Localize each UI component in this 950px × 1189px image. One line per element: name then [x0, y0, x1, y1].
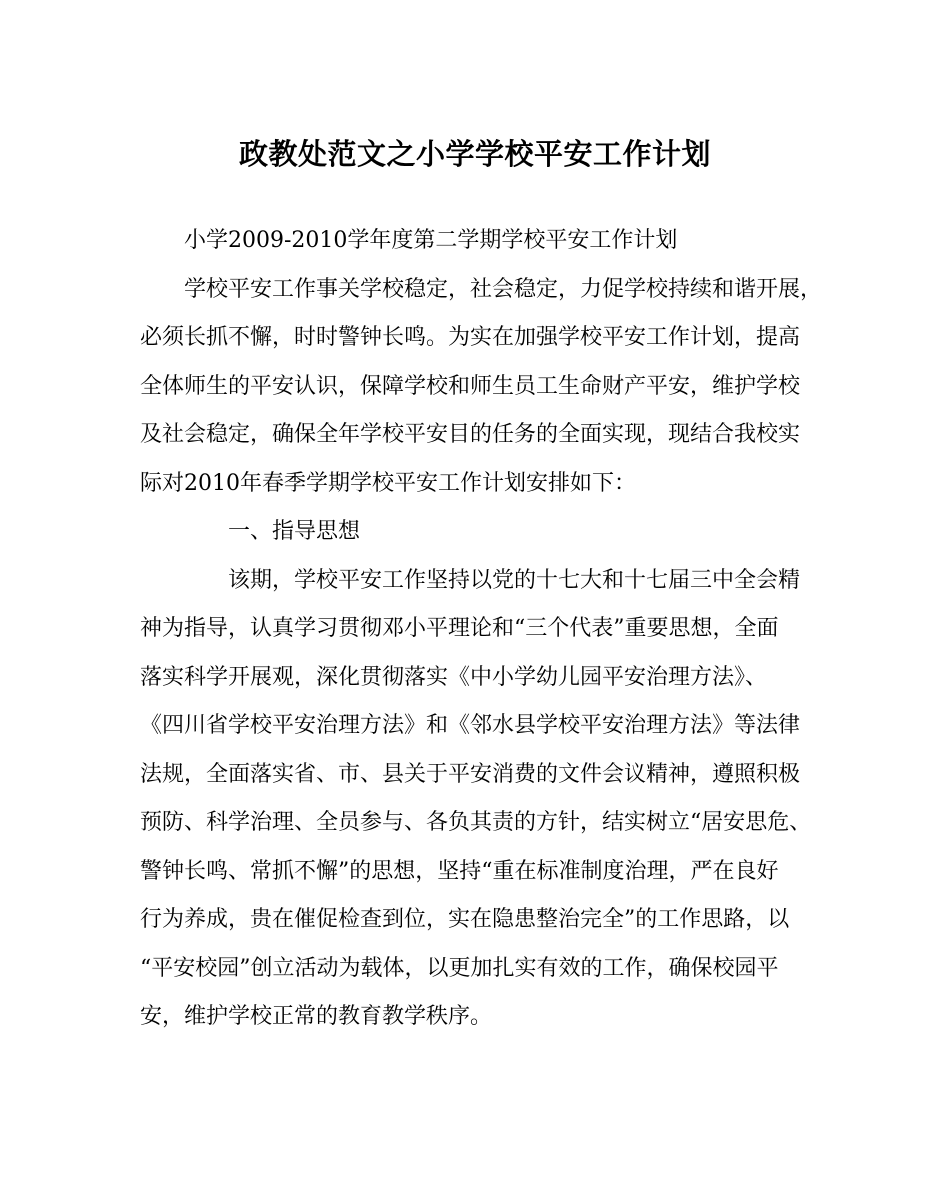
document-body	[140, 217, 823, 1042]
paragraph-line: 预防、科学治理、全员参与、各负其责的方针，结实树立“居安思危、	[140, 810, 812, 835]
paragraph-line: 神为指导，认真学习贯彻邓小平理论和“三个代表”重要思想，全面	[140, 616, 779, 641]
paragraph-line: 安，维护学校正常的教育教学秩序。	[140, 1004, 493, 1029]
paragraph-line: 全体师生的平安认识，保障学校和师生员工生命财产平安，维护学校	[140, 373, 801, 399]
paragraph-line: 落实科学开展观，深化贯彻落实《中小学幼儿园平安治理方法》、	[140, 664, 768, 690]
section-heading: 一、指导思想	[228, 519, 361, 544]
paragraph-line: 必须长抓不懈，时时警钟长鸣。为实在加强学校平安工作计划，提高	[140, 325, 801, 350]
document-title: 政教处范文之小学学校平安工作计划	[238, 137, 711, 171]
paragraph-line: 际对2010年春季学期学校平安工作计划安排如下：	[140, 470, 636, 496]
paragraph-line: “平安校园”创立活动为载体，以更加扎实有效的工作，确保校园平	[140, 955, 779, 981]
paragraph-line: 法规，全面落实省、市、县关于平安消费的文件会议精神，遵照积极	[140, 761, 801, 787]
paragraph-line: 及社会稳定，确保全年学校平安目的任务的全面实现，现结合我校实	[140, 422, 801, 447]
paragraph-line: 警钟长鸣、常抓不懈”的思想，坚持“重在标准制度治理，严在良好	[140, 858, 779, 884]
paragraph-line: 行为养成，贵在催促检查到位，实在隐患整治完全”的工作思路，以	[140, 907, 790, 932]
paragraph-line: 学校平安工作事关学校稳定，社会稳定，力促学校持续和谐开展，	[184, 276, 823, 302]
paragraph-line: 该期，学校平安工作坚持以党的十七大和十七届三中全会精	[228, 567, 801, 593]
paragraph-line: 《四川省学校平安治理方法》和《邻水县学校平安治理方法》等法律	[140, 713, 801, 738]
paragraph-line: 小学2009-2010学年度第二学期学校平安工作计划	[184, 228, 678, 253]
